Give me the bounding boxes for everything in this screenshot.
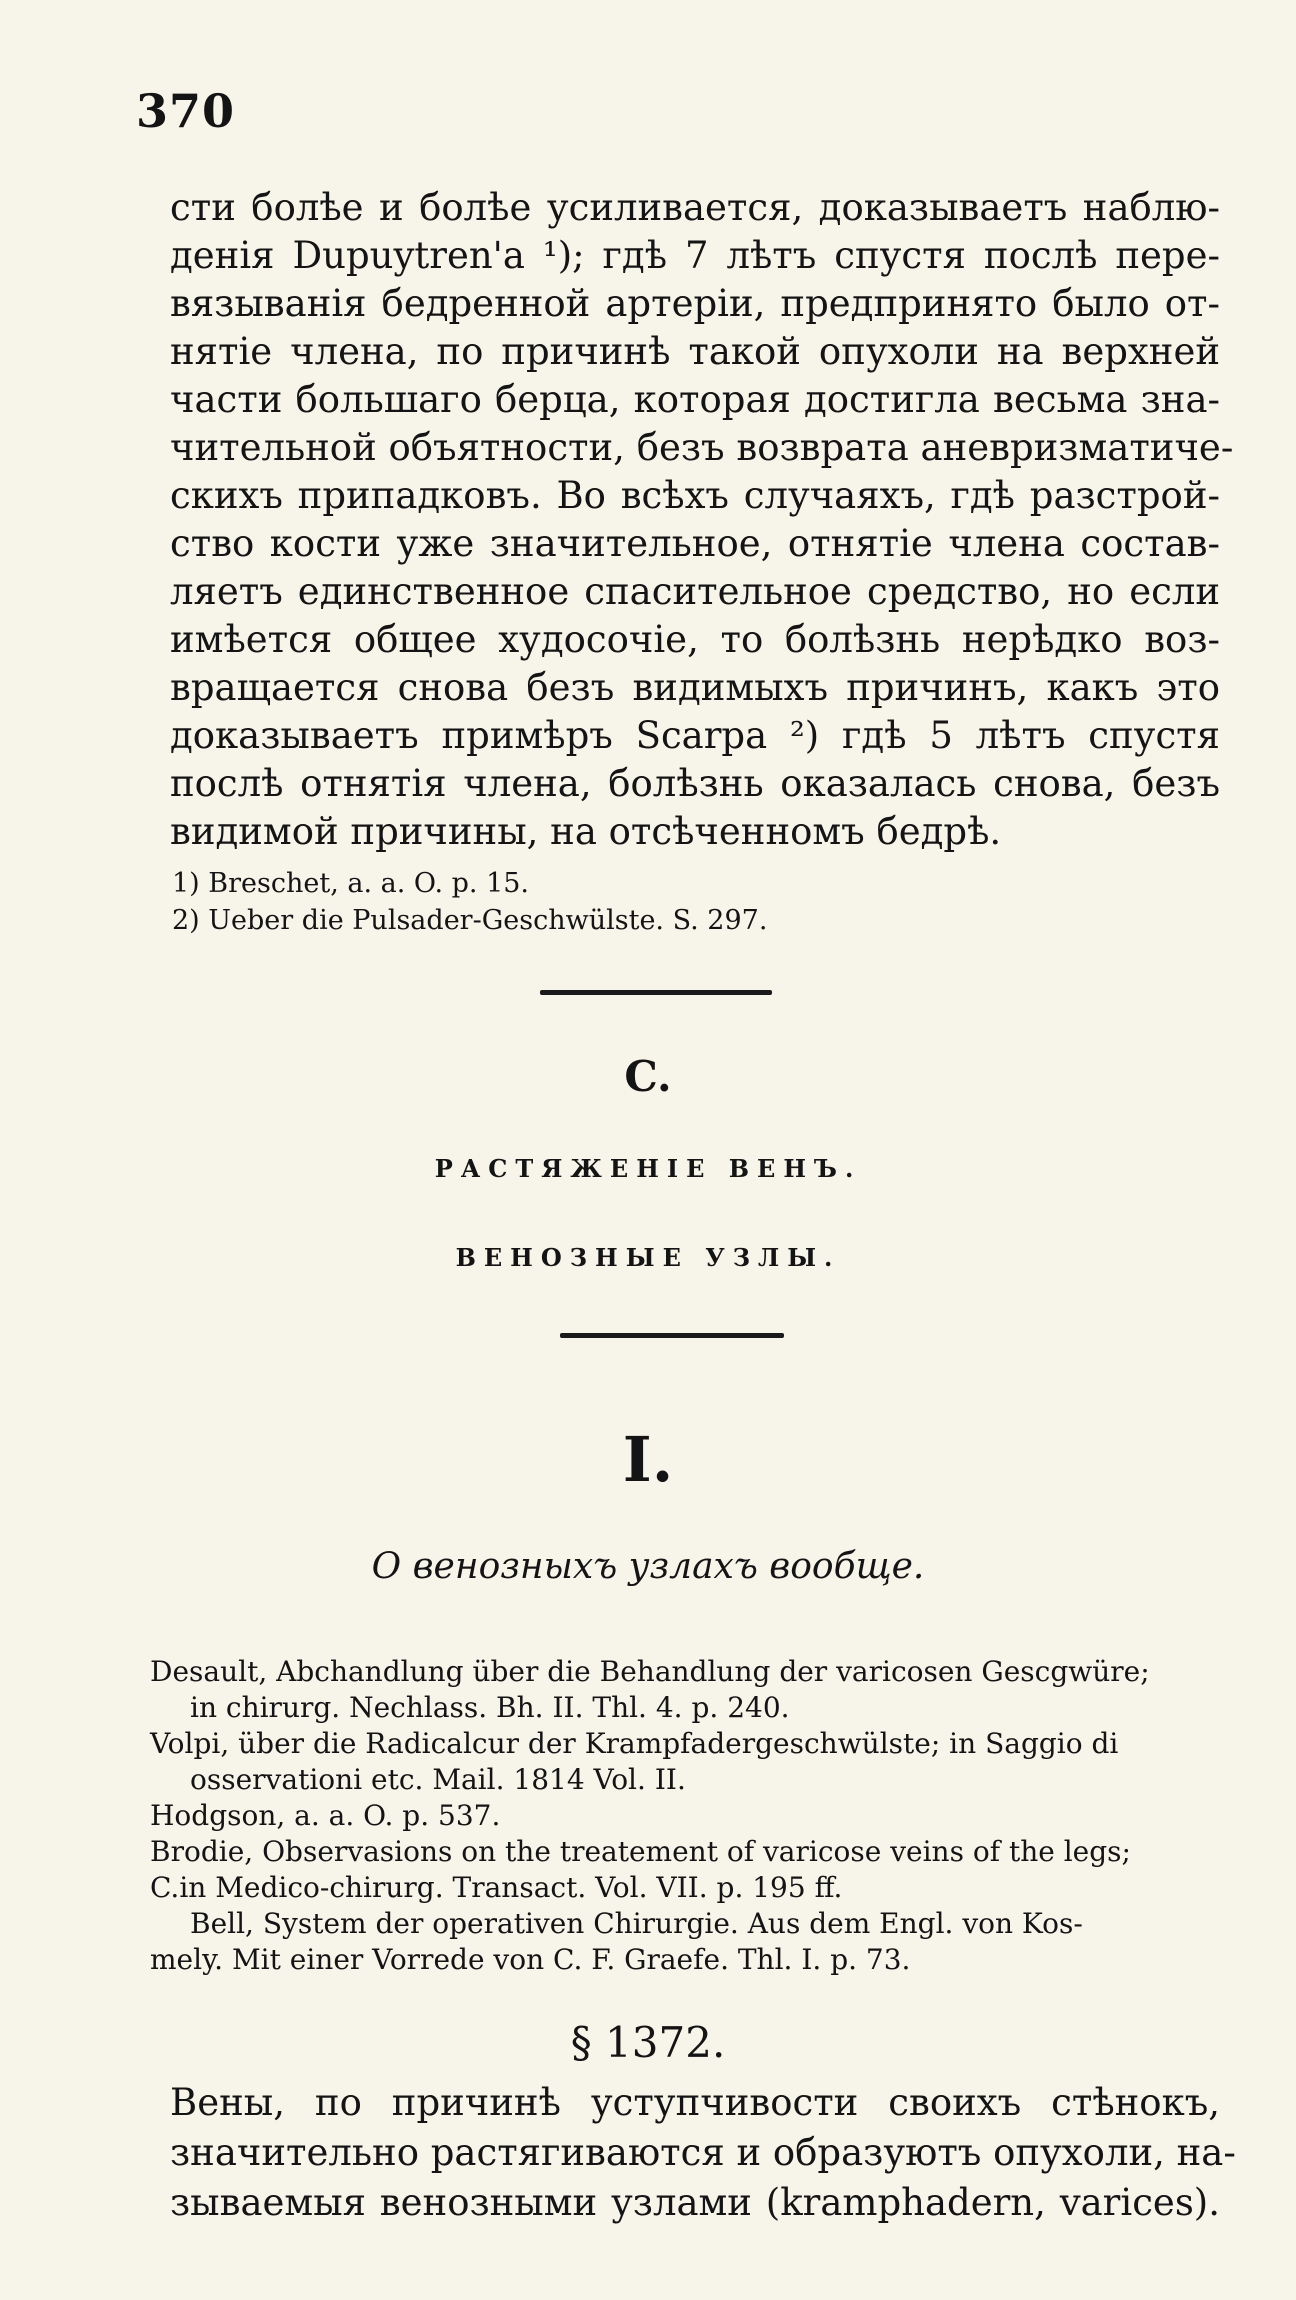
bibliography-line: mely. Mit einer Vorrede von C. F. Graefe. Thl. I. p. 73. [150,1943,911,1976]
page-number: 370 [136,84,236,138]
chapter-heading: О венозныхъ узлахъ вообще. [371,1546,925,1587]
body-line: вязыванія бедренной артеріи, предпринято было от- [170,282,1220,325]
paragraph-number: § 1372. [570,2018,726,2067]
body-line: ство кости уже значительное, отнятіе члена состав- [170,522,1220,565]
bibliography-line: Hodgson, a. a. O. p. 537. [150,1799,501,1832]
body-line: доказываетъ примѣръ Scarpa ²) гдѣ 5 лѣтъ спустя [170,714,1220,757]
bibliography-line: Desault, Abchandlung über die Behandlung der varicosen Gescgwüre; [150,1655,1150,1688]
section-title: РАСТЯЖЕНІЕ ВЕНЪ. [434,1154,862,1183]
body-line: денія Dupuytren'а ¹); гдѣ 7 лѣтъ спустя послѣ пере- [170,234,1220,277]
bibliography-line: Volpi, über die Radicalcur der Krampfadergeschwülste; in Saggio di [150,1727,1119,1760]
body-line: нятіе члена, по причинѣ такой опухоли на верхней [170,330,1220,373]
body-line: ляетъ единственное спасительное средство, но если [170,570,1220,613]
body-line: скихъ припадковъ. Во всѣхъ случаяхъ, гдѣ разстрой- [170,474,1220,517]
bibliography-line: Bell, System der operativen Chirurgie. Aus dem Engl. von Kos- [190,1907,1083,1940]
footnote: 2) Ueber die Pulsader-Geschwülste. S. 297. [172,905,768,936]
body-line: чительной объятности, безъ возврата аневризматиче- [170,426,1234,469]
section-letter: C. [624,1052,672,1101]
body-line: имѣется общее худосочіе, то болѣзнь нерѣдко воз- [170,618,1220,661]
divider-rule [540,990,772,995]
body-line: зываемыя венозными узлами (kramphadern, varices). [170,2181,1220,2224]
bibliography-line: Brodie, Observasions on the treatement of varicose veins of the legs; [150,1835,1131,1868]
bibliography-line: osservationi etc. Mail. 1814 Vol. II. [190,1763,686,1796]
body-line: послѣ отнятія члена, болѣзнь оказалась снова, безъ [170,762,1220,805]
section-subtitle: ВЕНОЗНЫЕ УЗЛЫ. [455,1243,841,1272]
body-line: Вены, по причинѣ уступчивости своихъ стѣнокъ, [170,2081,1220,2124]
footnote: 1) Breschet, a. a. O. p. 15. [172,868,530,899]
body-line: части большаго берца, которая достигла весьма зна- [170,378,1220,421]
bibliography-line: in chirurg. Nechlass. Bh. II. Thl. 4. p. 240. [190,1691,790,1724]
divider-rule [560,1333,784,1338]
bibliography-line: C.in Medico-chirurg. Transact. Vol. VII. p. 195 ff. [150,1871,843,1904]
body-line: вращается снова безъ видимыхъ причинъ, какъ это [170,666,1220,709]
body-line: сти болѣе и болѣе усиливается, доказываетъ наблю- [170,186,1220,229]
body-line: значительно растягиваются и образуютъ опухоли, на- [170,2131,1236,2174]
chapter-numeral: I. [622,1423,674,1496]
body-line: видимой причины, на отсѣченномъ бедрѣ. [170,810,1002,853]
